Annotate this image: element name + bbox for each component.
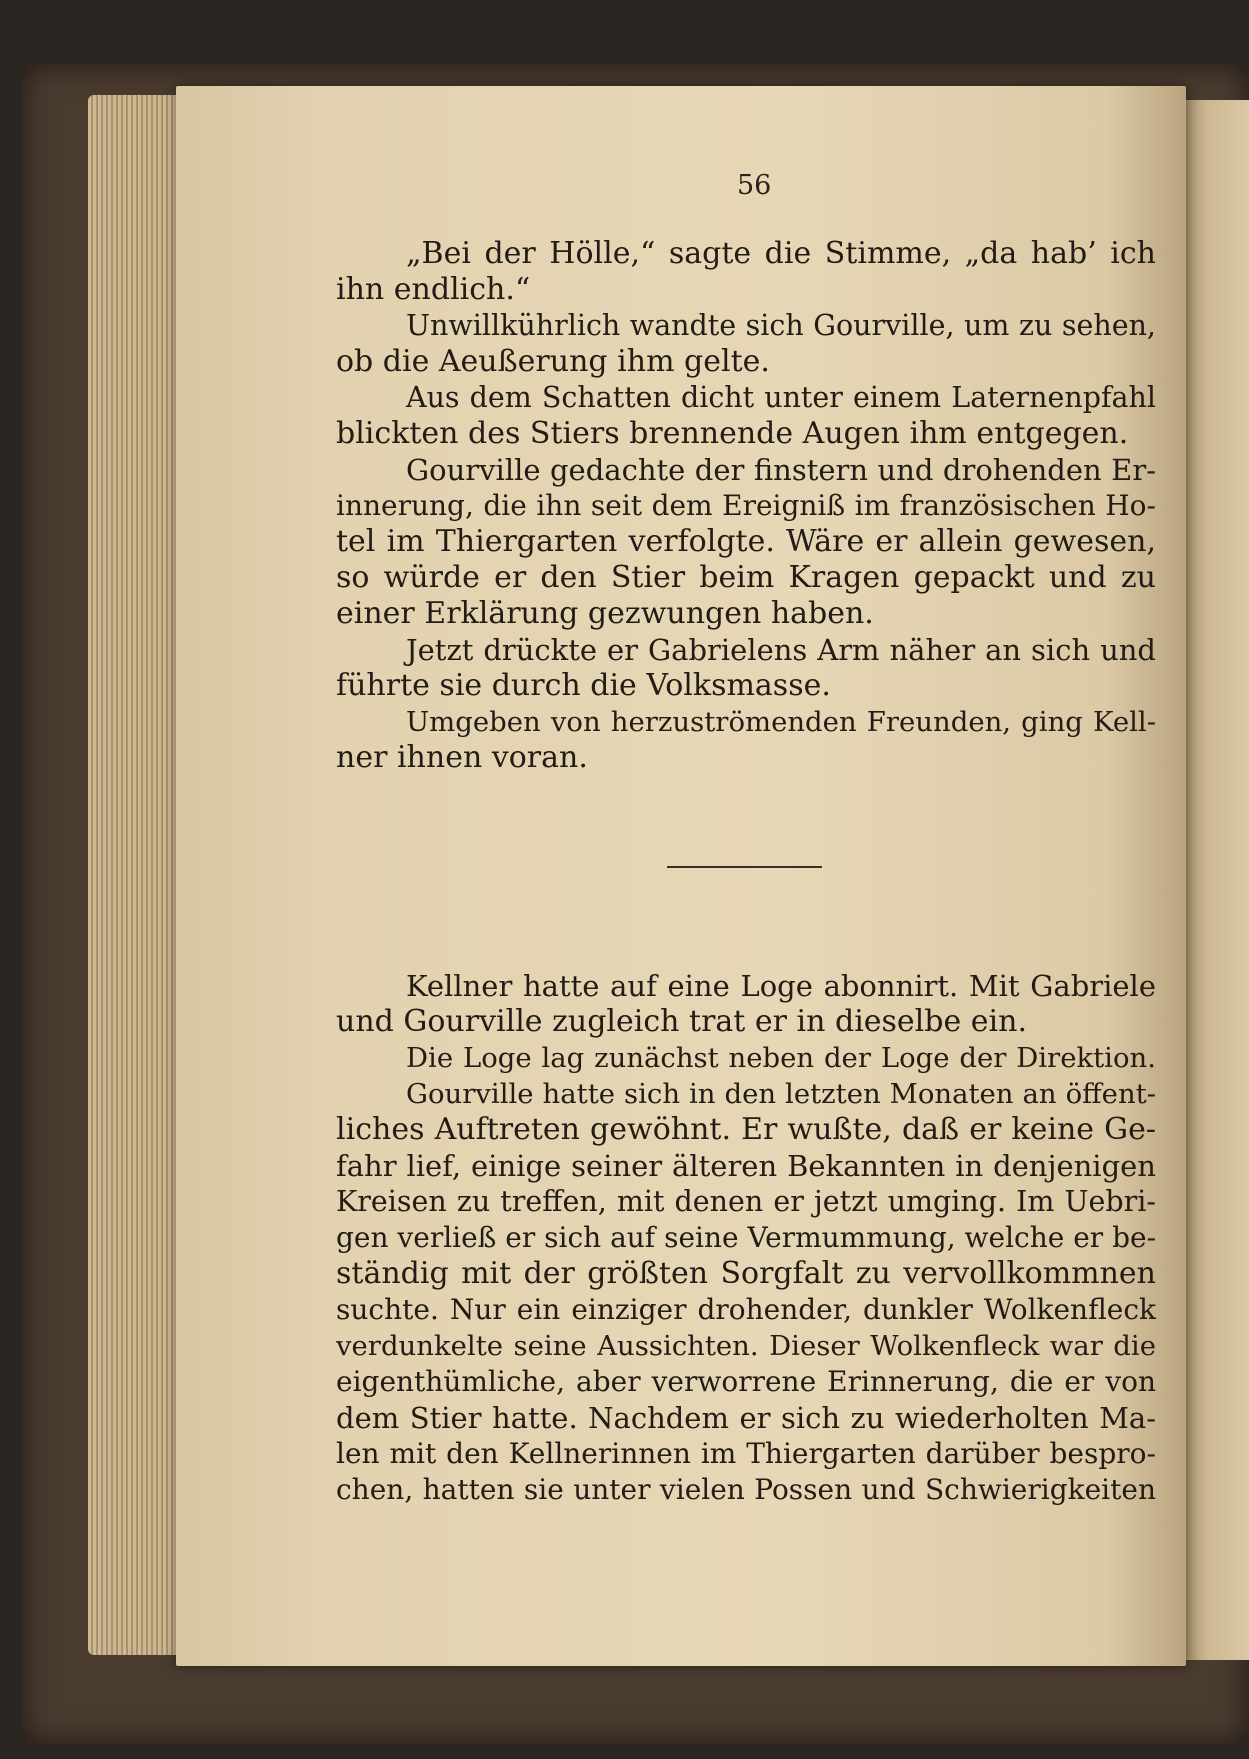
text-line: Gourville hatte sich in den letzten Monaten an öffent- — [406, 1078, 1156, 1110]
text-line: Jetzt drückte er Gabrielens Arm näher an sich und — [406, 633, 1156, 667]
text-section-1 — [336, 236, 1156, 776]
text-line: suchte. Nur ein einziger drohender, dunkler Wolkenfleck — [336, 1293, 1156, 1326]
page-number: 56 — [737, 170, 772, 201]
text-line: ner ihnen voran. — [336, 740, 588, 775]
text-line: innerung, die ihn seit dem Ereigniß im französischen Ho- — [336, 489, 1156, 522]
text-line: ob die Aeußerung ihm gelte. — [336, 344, 770, 379]
text-line: und Gourville zugleich trat er in dieselbe ein. — [336, 1004, 1027, 1039]
text-line: Kreisen zu treffen, mit denen er jetzt umging. Im Uebri- — [336, 1185, 1156, 1218]
text-line: fahr lief, einige seiner älteren Bekannten in denjenigen — [336, 1149, 1156, 1183]
text-line: verdunkelte seine Aussichten. Dieser Wolkenfleck war die — [336, 1330, 1156, 1362]
text-line: eigenthümliche, aber verworrene Erinnerung, die er von — [336, 1365, 1156, 1398]
text-line: gen verließ er sich auf seine Vermummung, welche er be- — [336, 1221, 1157, 1254]
text-line: führte sie durch die Volksmasse. — [336, 668, 831, 703]
text-line: Kellner hatte auf eine Loge abonnirt. Mit Gabriele — [406, 969, 1156, 1003]
text-line: Aus dem Schatten dicht unter einem Laternenpfahl — [406, 381, 1156, 414]
text-line: tel im Thiergarten verfolgte. Wäre er allein gewesen, — [336, 524, 1156, 559]
text-line: liches Auftreten gewöhnt. Er wußte, daß er keine Ge- — [336, 1112, 1156, 1147]
text-section-2 — [336, 968, 1156, 1508]
text-line: „Bei der Hölle,“ sagte die Stimme, „da hab’ ich — [406, 236, 1156, 271]
facing-page-edge — [1180, 100, 1249, 1660]
text-line: ständig mit der größten Sorgfalt zu vervollkommnen — [336, 1256, 1156, 1291]
text-line: dem Stier hatte. Nachdem er sich zu wiederholten Ma- — [336, 1401, 1156, 1435]
text-line: blickten des Stiers brennende Augen ihm entgegen. — [336, 416, 1129, 451]
text-line: Umgeben von herzuströmenden Freunden, ging Kell- — [406, 706, 1156, 738]
text-line: chen, hatten sie unter vielen Possen und Schwierigkeiten — [336, 1473, 1156, 1506]
section-separator — [667, 866, 822, 868]
text-line: so würde er den Stier beim Kragen gepackt und zu — [336, 560, 1156, 595]
text-line: Gourville gedachte der finstern und drohenden Er- — [406, 453, 1156, 487]
text-line: einer Erklärung gezwungen haben. — [336, 596, 874, 631]
text-line: Unwillkührlich wandte sich Gourville, um zu sehen, — [406, 309, 1156, 342]
text-line: len mit den Kellnerinnen im Thiergarten darüber bespro- — [336, 1437, 1156, 1470]
text-line: ihn endlich.“ — [336, 272, 531, 307]
text-line: Die Loge lag zunächst neben der Loge der Direktion. — [406, 1042, 1156, 1074]
